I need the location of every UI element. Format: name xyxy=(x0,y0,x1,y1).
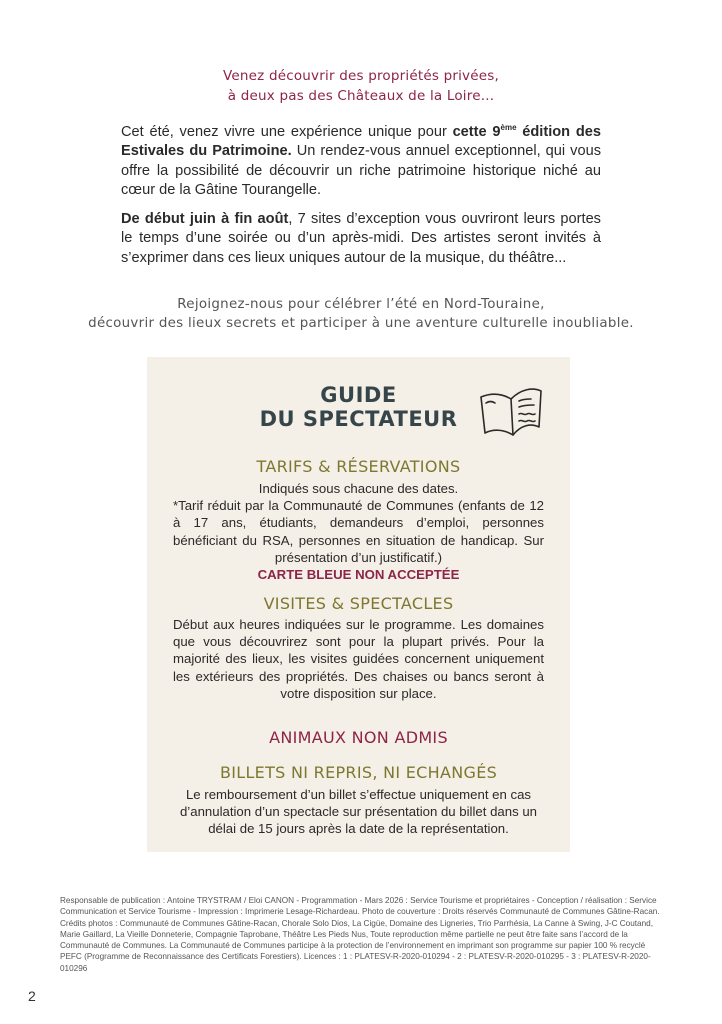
intro-text-b: Un rendez-vous annuel exceptionnel, qui vous offre la possibilité de découvrir un riche patrimoine historique niché au cœur de la Gâtine Tourangelle. xyxy=(121,143,601,199)
page-number: 2 xyxy=(28,988,36,1004)
intro-paragraph-2 xyxy=(121,210,601,268)
open-book-icon xyxy=(477,383,547,445)
invitation-line-1: Rejoignez-nous pour célébrer l’été en Nord-Touraine, xyxy=(177,297,545,312)
intro-text-a: Cet été, venez vivre une expérience unique pour xyxy=(121,124,453,140)
billets-body: Le remboursement d’un billet s’effectue uniquement en cas d’annulation d’un spectacle sur présentation du billet dans un délai de 15 jours après la date de la représentation. xyxy=(179,787,538,837)
intro-dates-bold: De début juin à fin août xyxy=(121,211,289,227)
animaux-heading: ANIMAUX NON ADMIS xyxy=(269,728,448,747)
tarifs-dates-note: Indiqués sous chacune des dates. xyxy=(258,481,459,496)
invitation xyxy=(0,295,722,333)
intro-paragraph-1 xyxy=(121,123,601,201)
tagline xyxy=(0,66,722,106)
tarifs-reduced-text: *Tarif réduit par la Communauté de Communes (enfants de 12 à 17 ans, étudiants, demandeurs d’emploi, personnes bénéficiant du RSA, personnes en situation de handicap. Sur présentation d’un justificatif.) xyxy=(173,498,544,565)
intro-dates-text: , 7 sites d’exception vous ouvriront leurs portes le temps d’une soirée ou d’un après-midi. Des artistes seront invités à s’exprimer dans ces lieux uniques autour de la musique, du théâtre... xyxy=(121,211,601,266)
tagline-line-2: à deux pas des Châteaux de la Loire... xyxy=(227,88,495,104)
billets-heading: BILLETS NI REPRIS, NI ECHANGÉS xyxy=(219,763,498,782)
publication-credits: Responsable de publication : Antoine TRYSTRAM / Eloi CANON - Programmation - Mars 2026 : Service Tourisme et propriétaires - Conception / réalisation : Service Communication et Service Tourisme - Impression : Imprimerie Lesage-Richardeau. Photo de couverture : Droits réservés Communauté de Communes Gâtine-Racan. Crédits photos : Communauté de Communes Gâtine-Racan, Chorale Solo Dios, La Cigüe, Domaine des Ligneries, Trio Parrhésia, La Canne à Swing, J-C Coutand, Marie Gaillard, La Vieille Donneterie, Compagnie Taprobane, Théâtre Les Pieds Nus, Toute reproduction même partielle ne peut être faite sans l’accord de la Communauté de Communes. La Communauté de Communes participe à la protection de l’environnement en imprimant son programme sur papier 100 % recyclé PEFC (Programme de Reconnaissance des Certificats Forestiers). Licences : 1 : PLATESV-R-2020-010294 - 2 : PLATESV-R-2020-010295 - 3 : PLATESV-R-2020-010296 xyxy=(60,896,660,973)
guide-title: GUIDE DU SPECTATEUR xyxy=(259,383,458,431)
spectator-guide-box xyxy=(147,357,570,852)
tarifs-body xyxy=(173,480,544,583)
visites-body: Début aux heures indiquées sur le programme. Les domaines que vous découvrirez sont pour la plupart privés. Pour la majorité des lieux, les visites guidées concernent uniquement les extérieurs des propriétés. Des chaises ou bancs seront à votre disposition sur place. xyxy=(173,617,544,701)
visites-heading: VISITES & SPECTACLES xyxy=(263,594,454,613)
invitation-line-2: découvrir des lieux secrets et participer à une aventure culturelle inoubliable. xyxy=(88,316,634,331)
card-not-accepted: CARTE BLEUE NON ACCEPTÉE xyxy=(257,567,460,583)
intro-edition-bold: cette 9ème édition des Estivales du Patrimoine. xyxy=(121,123,601,160)
tagline-line-1: Venez découvrir des propriétés privées, xyxy=(223,68,499,84)
tarifs-heading: TARIFS & RÉSERVATIONS xyxy=(256,457,461,476)
intro-edition-sup: ème xyxy=(500,123,517,133)
